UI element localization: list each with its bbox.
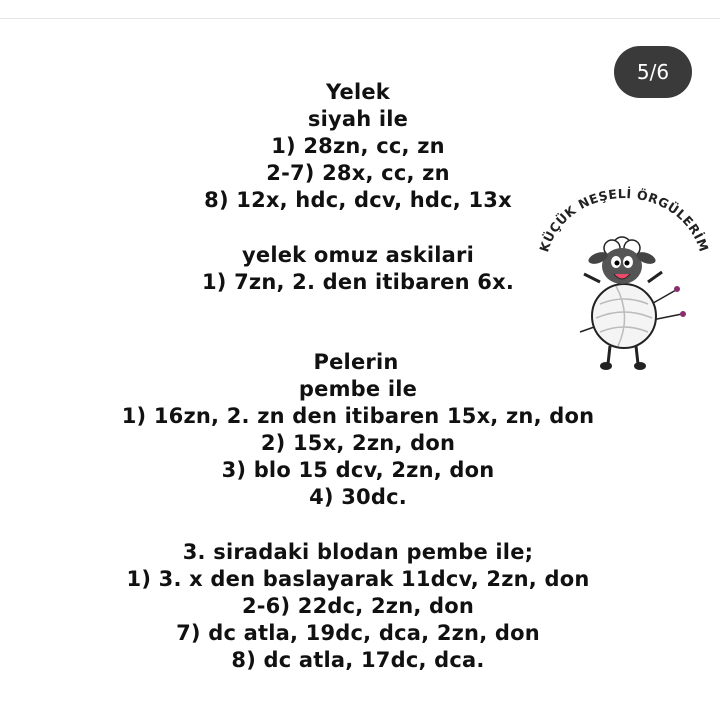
pembe-title: 3. siradaki blodan pembe ile; [182,540,534,564]
pembe-row-1: 1) 3. x den baslayarak 11dcv, 2zn, don [126,567,590,591]
pelerin-row-4: 4) 30dc. [309,485,407,509]
yelek-subtitle: siyah ile [307,107,409,131]
page-counter-text: 5/6 [636,60,670,84]
pelerin-row-2: 2) 15x, 2zn, don [260,431,456,455]
page-counter-badge [614,46,692,98]
yelek-title: Yelek [326,80,390,104]
pelerin-subtitle: pembe ile [298,377,418,401]
pembe-row-2: 2-6) 22dc, 2zn, don [241,594,475,618]
pelerin-row-3: 3) blo 15 dcv, 2zn, don [221,458,495,482]
sheep-yarn-ball-icon [536,186,712,376]
yelek-row-1: 1) 28zn, cc, zn [271,134,445,158]
pelerin-row-1: 1) 16zn, 2. zn den itibaren 15x, zn, don [121,404,595,428]
pembe-row-3: 7) dc atla, 19dc, dca, 2zn, don [176,621,540,645]
askilar-row-1: 1) 7zn, 2. den itibaren 6x. [201,270,515,294]
askilar-title: yelek omuz askilari [241,243,475,267]
yelek-row-2: 2-7) 28x, cc, zn [266,161,450,185]
logo-brand-text: KÜÇÜK NEŞELİ ÖRGÜLERİM [536,186,712,254]
brand-logo [536,186,712,376]
yelek-row-3: 8) 12x, hdc, dcv, hdc, 13x [204,188,512,212]
pembe-row-4: 8) dc atla, 17dc, dca. [231,648,485,672]
pelerin-title: Pelerin [313,350,399,374]
top-divider [0,18,720,19]
